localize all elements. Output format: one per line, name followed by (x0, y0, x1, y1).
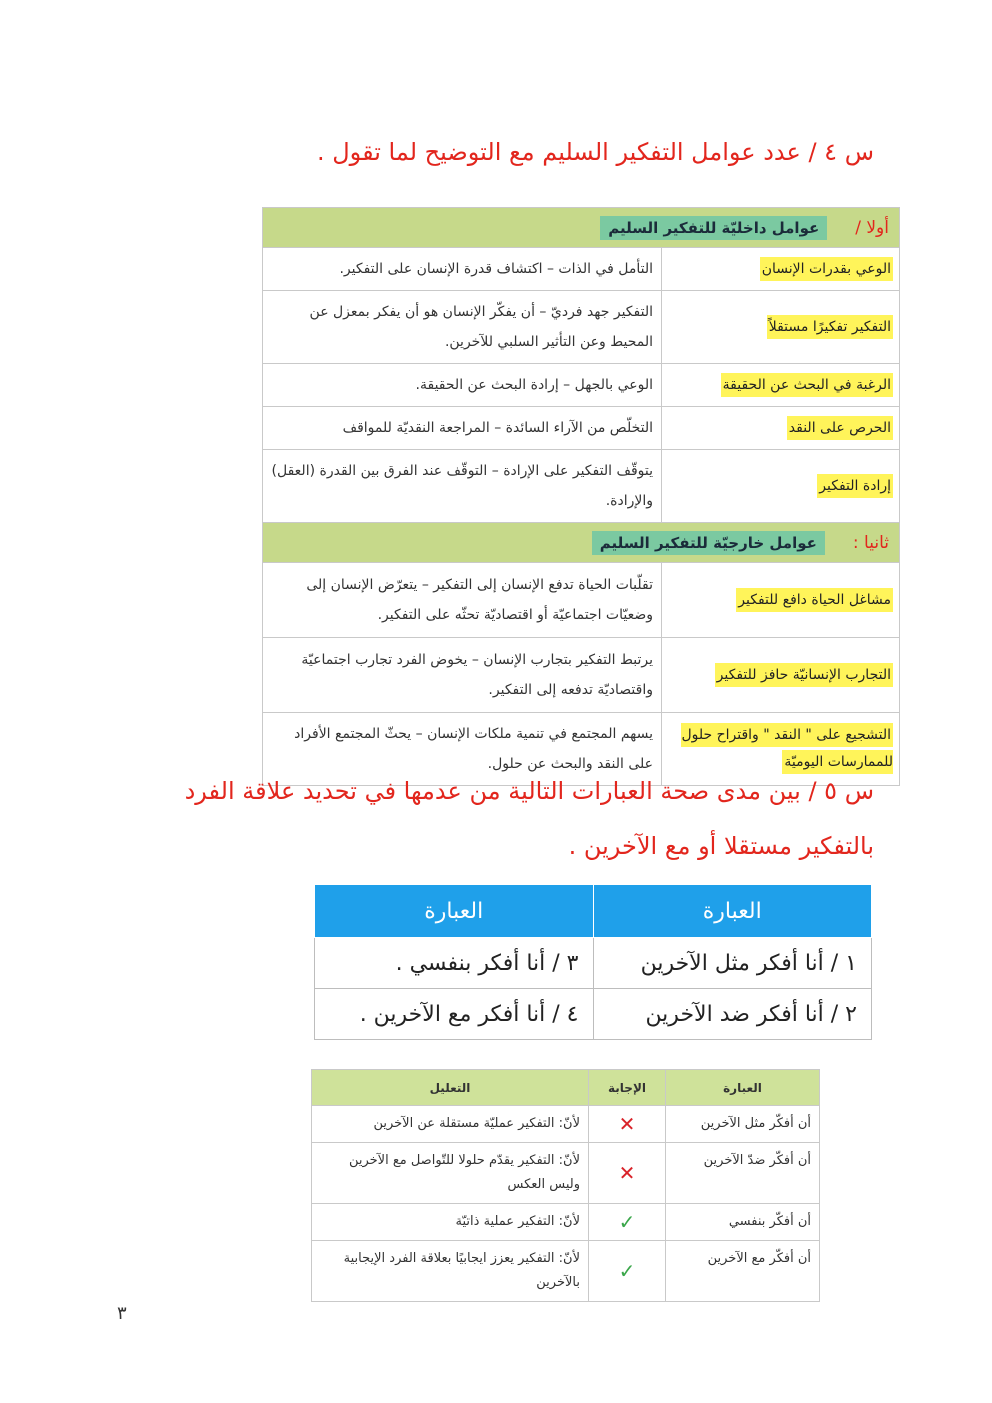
factor-name: التفكير تفكيرًا مستقلاً (767, 315, 893, 339)
factor-name: الرغبة في البحث عن الحقيقة (721, 373, 893, 397)
answer-reason: لأنّ: التفكير عمليّة مستقلة عن الآخرين (312, 1106, 589, 1143)
statement-cell: ٢ / أنا أفكر ضد الآخرين (593, 989, 872, 1040)
answer-reason: لأنّ: التفكير يعزز ايجابيًا بعلاقة الفرد الإيجابية بالآخرين (312, 1241, 589, 1302)
factor-desc: يسهم المجتمع في تنمية ملكات الإنسان – يحثّ المجتمع الأفراد على النقد والبحث عن حلول. (263, 713, 662, 786)
answer-statement: أن أفكّر ضدّ الآخرين (666, 1143, 820, 1204)
statements-table (314, 884, 872, 1040)
factor-name: الحرص على النقد (787, 416, 893, 440)
internal-factors-header (263, 208, 900, 248)
factor-name: التجارب الإنسانيّة حافز للتفكير (715, 663, 893, 687)
table-row (312, 1143, 820, 1204)
thinking-factors-table (262, 207, 900, 786)
statement-cell: ٤ / أنا أفكر مع الآخرين . (315, 989, 594, 1040)
question-5-line-2: بالتفكير مستقلا أو مع الآخرين . (568, 832, 874, 860)
question-5-line-1: س ٥ / بين مدى صحة العبارات التالية من عدمها في تحديد علاقة الفرد (184, 777, 874, 805)
question-4: س ٤ / عدد عوامل التفكير السليم مع التوضيح لما تقول . (316, 138, 874, 166)
factor-name: الوعي بقدرات الإنسان (760, 257, 893, 281)
answers-header-reason: التعليل (312, 1070, 589, 1106)
table-row (315, 938, 872, 989)
factor-row (263, 450, 900, 523)
cross-icon: ✕ (618, 1112, 636, 1136)
factor-row (263, 248, 900, 291)
external-factors-header (263, 523, 900, 563)
factor-desc: يتوقّف التفكير على الإرادة – التوقّف عند الفرق بين القدرة (العقل) والإرادة. (263, 450, 662, 523)
factor-name: مشاغل الحياة دافع للتفكير (736, 588, 893, 612)
answers-table (311, 1069, 820, 1302)
factor-row (263, 713, 900, 786)
factor-desc: التأمل في الذات – اكتشاف قدرة الإنسان على التفكير. (263, 248, 662, 291)
answer-reason: لأنّ: التفكير يقدّم حلولا للتّواصل مع الآخرين وليس العكس (312, 1143, 589, 1204)
factor-name: إرادة التفكير (817, 474, 893, 498)
statements-header: العبارة (315, 885, 594, 938)
internal-title: عوامل داخليّة للتفكير السليم (600, 216, 827, 240)
external-label: ثانيا : (852, 532, 889, 553)
internal-label: أولا / (855, 217, 889, 238)
external-title: عوامل خارجيّة للتفكير السليم (592, 531, 825, 555)
factor-row (263, 563, 900, 638)
check-icon: ✓ (618, 1210, 636, 1234)
factor-desc: تقلّبات الحياة تدفع الإنسان إلى التفكير – يتعرّض الإنسان إلى وضعيّات اجتماعيّة أو اقتصاديّة تحثّه على التفكير. (263, 563, 662, 638)
factor-desc: الوعي بالجهل – إرادة البحث عن الحقيقة. (263, 364, 662, 407)
table-row (312, 1106, 820, 1143)
table-row (312, 1204, 820, 1241)
factor-row (263, 364, 900, 407)
check-icon: ✓ (618, 1259, 636, 1283)
factor-row (263, 407, 900, 450)
cross-icon: ✕ (618, 1161, 636, 1185)
statement-cell: ١ / أنا أفكر مثل الآخرين (593, 938, 872, 989)
table-row (315, 989, 872, 1040)
factor-row (263, 291, 900, 364)
factor-name: التشجيع على " النقد " واقتراح حلول للممارسات اليوميّة (681, 723, 893, 774)
statements-header: العبارة (593, 885, 872, 938)
answer-reason: لأنّ: التفكير عملية ذاتيّة (312, 1204, 589, 1241)
page-number: ٣ (117, 1303, 127, 1324)
answers-header-statement: العبارة (666, 1070, 820, 1106)
answer-statement: أن أفكّر مع الآخرين (666, 1241, 820, 1302)
answer-statement: أن أفكّر مثل الآخرين (666, 1106, 820, 1143)
table-row (312, 1241, 820, 1302)
factor-desc: التخلّص من الآراء السائدة – المراجعة النقديّة للمواقف (263, 407, 662, 450)
factor-desc: التفكير جهد فرديّ – أن يفكّر الإنسان هو أن يفكر بمعزل عن المحيط وعن التأثير السلبي للآخرين. (263, 291, 662, 364)
answers-header-answer: الإجابة (589, 1070, 666, 1106)
factor-desc: يرتبط التفكير بتجارب الإنسان – يخوض الفرد تجارب اجتماعيّة واقتصاديّة تدفعه إلى التفكير. (263, 638, 662, 713)
answer-statement: أن أفكّر بنفسي (666, 1204, 820, 1241)
statement-cell: ٣ / أنا أفكر بنفسي . (315, 938, 594, 989)
factor-row (263, 638, 900, 713)
